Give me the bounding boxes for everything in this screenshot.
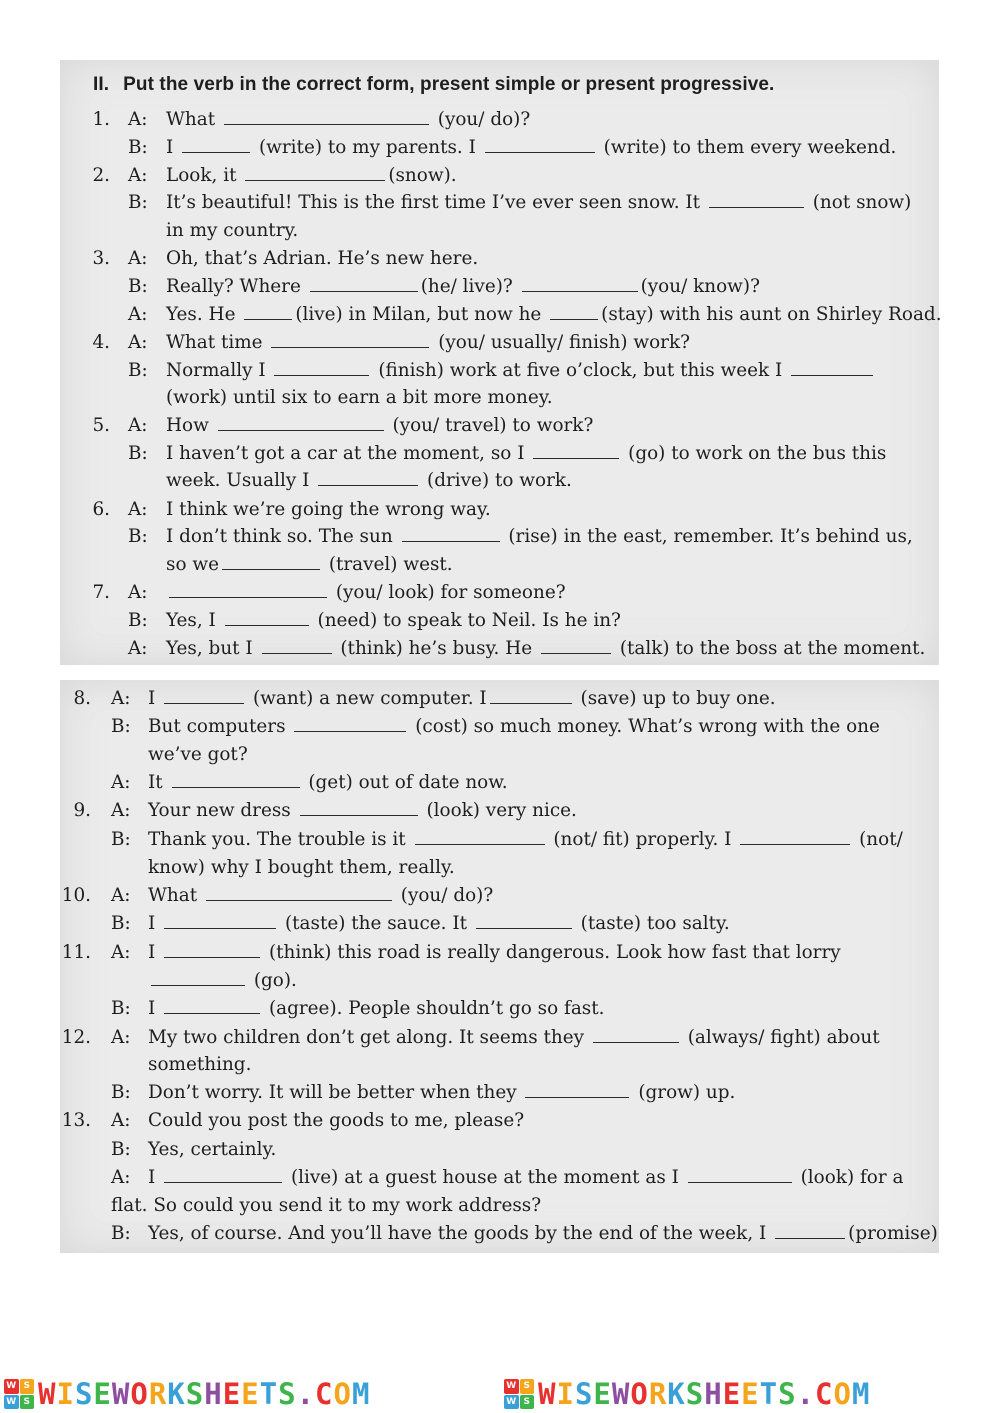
speaker-label: B:: [128, 443, 148, 464]
speaker-label: B:: [128, 137, 148, 158]
answer-blank[interactable]: [310, 274, 418, 292]
exercise-line: [0, 1080, 1000, 1106]
answer-blank[interactable]: [224, 107, 429, 125]
answer-blank[interactable]: [164, 911, 276, 929]
answer-blank[interactable]: [485, 135, 595, 153]
speaker-label: A:: [128, 109, 148, 130]
line-text: we’ve got?: [148, 744, 248, 765]
answer-blank[interactable]: [490, 686, 572, 704]
answer-blank[interactable]: [476, 911, 572, 929]
exercise-line: [0, 441, 1000, 467]
exercise-line: [0, 1052, 1000, 1078]
speaker-label: B:: [128, 276, 148, 297]
speaker-label: A:: [111, 942, 131, 963]
line-text: (work) until six to earn a bit more money.: [166, 387, 553, 408]
exercise-line: [0, 163, 1000, 189]
line-text: How (you/ travel) to work?: [166, 415, 594, 436]
line-text: It (get) out of date now.: [148, 772, 508, 793]
line-text: flat. So could you send it to my work address?: [111, 1195, 542, 1216]
speaker-label: B:: [111, 716, 131, 737]
line-text: What (you/ do)?: [148, 885, 494, 906]
answer-blank[interactable]: [709, 190, 804, 208]
speaker-label: B:: [111, 1223, 131, 1244]
exercise-line: [0, 1108, 1000, 1134]
heading-text: Put the verb in the correct form, present simple or present progressive.: [123, 74, 775, 95]
exercise-line: [0, 883, 1000, 909]
answer-blank[interactable]: [222, 552, 320, 570]
answer-blank[interactable]: [206, 883, 392, 901]
exercise-line: [0, 911, 1000, 937]
exercise-line: [0, 358, 1000, 384]
brand-text: WISEWORKSHEETS.COM: [538, 1377, 871, 1411]
exercise-line: [0, 497, 1000, 523]
answer-blank[interactable]: [172, 770, 300, 788]
exercise-line: [0, 1165, 1000, 1191]
line-text: I (write) to my parents. I (write) to them every weekend.: [166, 137, 897, 158]
line-text: I haven’t got a car at the moment, so I (go) to work on the bus this: [166, 443, 887, 464]
exercise-line: [0, 608, 1000, 634]
brand-icon-letter: S: [20, 1379, 35, 1394]
line-text: I (agree). People shouldn’t go so fast.: [148, 998, 605, 1019]
item-number: 7.: [92, 582, 110, 603]
answer-blank[interactable]: [182, 135, 250, 153]
exercise-line: [0, 413, 1000, 439]
answer-blank[interactable]: [522, 274, 638, 292]
speaker-label: B:: [128, 192, 148, 213]
line-text: Thank you. The trouble is it (not/ fit) properly. I (not/: [148, 829, 903, 850]
answer-blank[interactable]: [415, 827, 545, 845]
exercise-heading: [93, 74, 774, 96]
brand-icon: [4, 1379, 34, 1409]
line-text: My two children don’t get along. It seems they (always/ fight) about: [148, 1027, 880, 1048]
exercise-line: [0, 135, 1000, 161]
answer-blank[interactable]: [164, 940, 260, 958]
line-text: Really? Where (he/ live)? (you/ know)?: [166, 276, 760, 297]
brand-logo-right: [504, 1379, 870, 1409]
brand-logo-left: [4, 1379, 370, 1409]
exercise-line: [0, 190, 1000, 216]
brand-icon-letter: W: [4, 1379, 19, 1394]
speaker-label: A:: [128, 248, 148, 269]
answer-blank[interactable]: [225, 608, 309, 626]
speaker-label: A:: [128, 165, 148, 186]
exercise-line: [0, 246, 1000, 272]
speaker-label: B:: [128, 526, 148, 547]
speaker-label: B:: [111, 1139, 131, 1160]
speaker-label: A:: [128, 582, 148, 603]
speaker-label: B:: [111, 1082, 131, 1103]
line-text: Yes, certainly.: [148, 1139, 277, 1160]
line-text: something.: [148, 1054, 252, 1075]
line-text: Yes. He (live) in Milan, but now he (stay) with his aunt on Shirley Road.: [166, 304, 942, 325]
answer-blank[interactable]: [294, 714, 406, 732]
line-text: in my country.: [166, 220, 299, 241]
exercise-line: [0, 274, 1000, 300]
line-text: I think we’re going the wrong way.: [166, 499, 491, 520]
item-number: 12.: [61, 1027, 91, 1048]
answer-blank[interactable]: [775, 1221, 845, 1239]
speaker-label: B:: [128, 610, 148, 631]
answer-blank[interactable]: [791, 358, 873, 376]
brand-icon-letter: S: [520, 1395, 535, 1410]
item-number: 1.: [92, 109, 110, 130]
footer-brand: [0, 1376, 1000, 1413]
brand-text: WISEWORKSHEETS.COM: [38, 1377, 371, 1411]
brand-icon-letter: W: [4, 1395, 19, 1410]
answer-blank[interactable]: [550, 302, 598, 320]
line-text: But computers (cost) so much money. What’s wrong with the one: [148, 716, 880, 737]
answer-blank[interactable]: [274, 358, 369, 376]
line-text: I (think) this road is really dangerous. Look how fast that lorry: [148, 942, 841, 963]
speaker-label: A:: [111, 688, 131, 709]
answer-blank[interactable]: [688, 1165, 792, 1183]
exercise-line: [0, 714, 1000, 740]
exercise-line: [0, 798, 1000, 824]
exercise-line: [0, 330, 1000, 356]
item-number: 3.: [92, 248, 110, 269]
exercise-line: [0, 580, 1000, 606]
item-number: 13.: [61, 1110, 91, 1131]
answer-blank[interactable]: [245, 163, 385, 181]
answer-blank[interactable]: [164, 686, 244, 704]
line-text: I don’t think so. The sun (rise) in the east, remember. It’s behind us,: [166, 526, 913, 547]
exercise-line: [0, 302, 1000, 328]
speaker-label: B:: [111, 913, 131, 934]
brand-icon: [504, 1379, 534, 1409]
answer-blank[interactable]: [164, 1165, 282, 1183]
line-text: (you/ look) for someone?: [166, 580, 566, 606]
answer-blank[interactable]: [533, 441, 619, 459]
line-text: Don’t worry. It will be better when they (grow) up.: [148, 1082, 736, 1103]
answer-blank[interactable]: [300, 798, 418, 816]
item-number: 5.: [92, 415, 110, 436]
speaker-label: A:: [111, 1110, 131, 1131]
exercise-line: [0, 524, 1000, 550]
speaker-label: B:: [111, 998, 131, 1019]
speaker-label: B:: [128, 360, 148, 381]
brand-icon-letter: S: [520, 1379, 535, 1394]
speaker-label: B:: [111, 829, 131, 850]
answer-blank[interactable]: [402, 524, 500, 542]
answer-blank[interactable]: [244, 302, 292, 320]
exercise-line: [0, 855, 1000, 881]
exercise-line: [0, 107, 1000, 133]
line-text: I (taste) the sauce. It (taste) too salty.: [148, 913, 730, 934]
answer-blank[interactable]: [262, 636, 332, 654]
answer-blank[interactable]: [151, 968, 245, 986]
exercise-line: [0, 770, 1000, 796]
speaker-label: A:: [128, 638, 148, 659]
exercise-line: [0, 385, 1000, 411]
answer-blank[interactable]: [593, 1025, 679, 1043]
line-text: What (you/ do)?: [166, 109, 531, 130]
exercise-line: [0, 1025, 1000, 1051]
exercise-line: [0, 552, 1000, 578]
exercise-line: [0, 686, 1000, 712]
speaker-label: A:: [111, 772, 131, 793]
speaker-label: A:: [111, 1027, 131, 1048]
line-text: (go).: [148, 968, 297, 994]
exercise-line: [0, 827, 1000, 853]
exercise-line: [0, 940, 1000, 966]
speaker-label: A:: [128, 499, 148, 520]
line-text: It’s beautiful! This is the first time I’ve ever seen snow. It (not snow): [166, 192, 912, 213]
answer-blank[interactable]: [271, 330, 429, 348]
answer-blank[interactable]: [218, 413, 384, 431]
exercise-line: [0, 1221, 1000, 1247]
answer-blank[interactable]: [164, 996, 260, 1014]
exercise-line: [0, 1137, 1000, 1163]
exercise-line: [0, 1193, 1000, 1219]
heading-number: II.: [93, 74, 110, 95]
line-text: What time (you/ usually/ finish) work?: [166, 332, 690, 353]
speaker-label: A:: [111, 1167, 131, 1188]
brand-icon-letter: S: [20, 1395, 35, 1410]
speaker-label: A:: [128, 332, 148, 353]
line-text: Oh, that’s Adrian. He’s new here.: [166, 248, 479, 269]
item-number: 10.: [61, 885, 91, 906]
answer-blank[interactable]: [740, 827, 850, 845]
line-text: I (live) at a guest house at the moment as I (look) for a: [148, 1167, 904, 1188]
exercise-line: [0, 968, 1000, 994]
exercise-line: [0, 996, 1000, 1022]
line-text: so we (travel) west.: [166, 554, 453, 575]
answer-blank[interactable]: [541, 636, 611, 654]
line-text: Could you post the goods to me, please?: [148, 1110, 525, 1131]
answer-blank[interactable]: [318, 468, 418, 486]
exercise-line: [0, 468, 1000, 494]
line-text: week. Usually I (drive) to work.: [166, 470, 572, 491]
answer-blank[interactable]: [169, 580, 327, 598]
speaker-label: A:: [128, 304, 148, 325]
answer-blank[interactable]: [525, 1080, 629, 1098]
item-number: 11.: [61, 942, 91, 963]
item-number: 4.: [92, 332, 110, 353]
item-number: 8.: [73, 688, 91, 709]
item-number: 6.: [92, 499, 110, 520]
line-text: Yes, I (need) to speak to Neil. Is he in?: [166, 610, 621, 631]
exercise-line: [0, 742, 1000, 768]
exercise-line: [0, 218, 1000, 244]
line-text: Yes, of course. And you’ll have the goods by the end of the week, I (promise): [148, 1223, 938, 1244]
item-number: 9.: [73, 800, 91, 821]
line-text: Your new dress (look) very nice.: [148, 800, 577, 821]
speaker-label: A:: [111, 800, 131, 821]
line-text: Normally I (finish) work at five o’clock, but this week I: [166, 358, 876, 384]
speaker-label: A:: [111, 885, 131, 906]
item-number: 2.: [92, 165, 110, 186]
speaker-label: A:: [128, 415, 148, 436]
brand-icon-letter: W: [504, 1379, 519, 1394]
line-text: Look, it (snow).: [166, 165, 457, 186]
line-text: I (want) a new computer. I (save) up to buy one.: [148, 688, 776, 709]
line-text: know) why I bought them, really.: [148, 857, 455, 878]
line-text: Yes, but I (think) he’s busy. He (talk) to the boss at the moment.: [166, 638, 926, 659]
exercise-line: [0, 636, 1000, 662]
brand-icon-letter: W: [504, 1395, 519, 1410]
